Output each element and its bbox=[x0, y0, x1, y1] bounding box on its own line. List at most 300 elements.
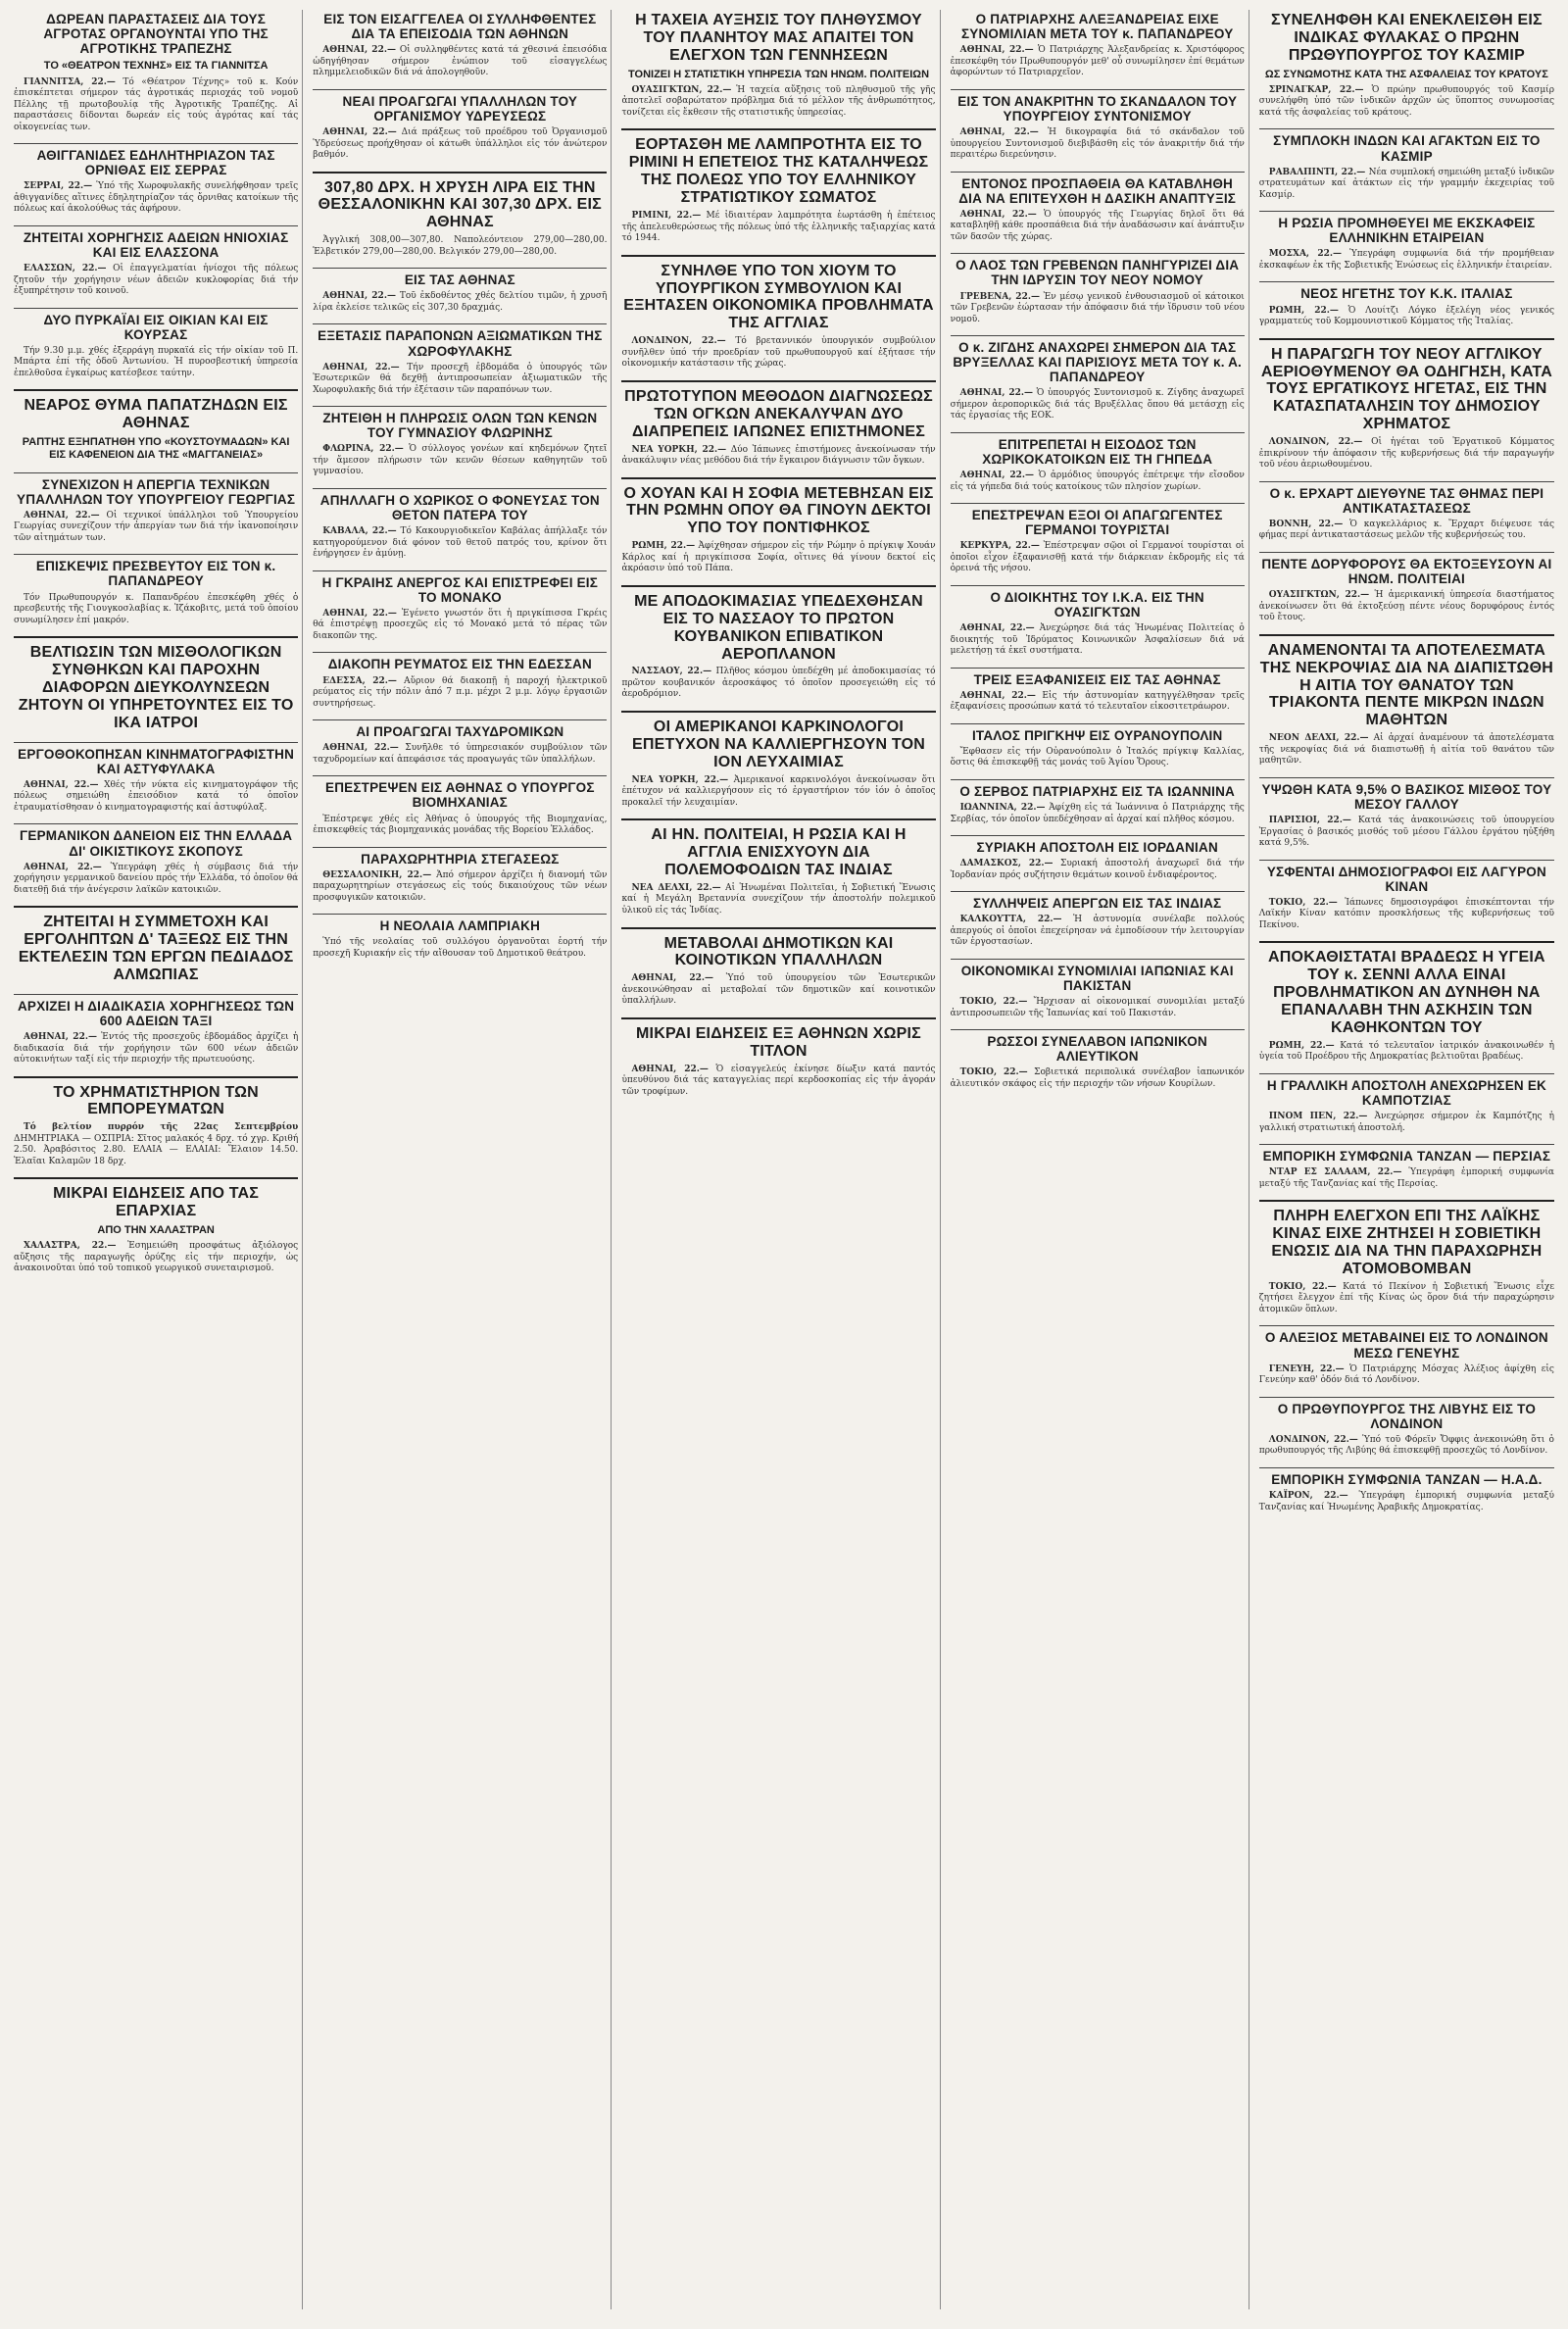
article-body bbox=[1259, 1364, 1554, 1387]
body-text: Συριακή ἀποστολή ἀναχωρεῖ διά τήν Ἰορδανίαν πρός συζήτησιν θεμάτων κοινοῦ ἐνδιαφέροντος. bbox=[950, 859, 1245, 880]
dateline: ΘΕΣΣΑΛΟΝΙΚΗ, 22.— bbox=[322, 869, 432, 880]
article-body bbox=[1259, 1167, 1554, 1190]
article bbox=[951, 12, 1245, 79]
article-body bbox=[1259, 168, 1554, 202]
column-rule bbox=[14, 389, 298, 391]
article-body bbox=[313, 676, 607, 711]
body-text: Αὔριον θά διακοπῇ ἡ παροχή ἠλεκτρικοῦ ρεύματος εἰς τήν πόλιν ἀπό 7 π.μ. μέχρι 2 μ.μ. λόγῳ ἐργασιῶν συντηρήσεως. bbox=[313, 675, 608, 709]
column-3 bbox=[617, 10, 940, 2309]
column-rule bbox=[313, 268, 607, 269]
article-body bbox=[313, 609, 607, 643]
article bbox=[14, 742, 298, 815]
dateline: ΑΘΗΝΑΙ, 22.— bbox=[322, 743, 399, 754]
body-text: Ἐπέστρεψε χθές εἰς Ἀθήνας ὁ ὑπουργός τῆς Βιομηχανίας, ἐπισκεφθείς τάς βιομηχανικάς μονάδας τῆς Βορείου Ἑλλάδος. bbox=[313, 814, 608, 836]
column-rule bbox=[951, 668, 1245, 669]
article-body bbox=[951, 471, 1245, 493]
dateline: ΑΘΗΝΑΙ, 22.— bbox=[959, 45, 1034, 56]
column-rule bbox=[14, 742, 298, 743]
column-rule bbox=[621, 380, 935, 382]
column-rule bbox=[951, 1029, 1245, 1030]
body-text: Ὁ Λουίτζι Λόγκο ἐξελέγη νέος γενικός γραμματεύς τοῦ Κομμουνιστικοῦ Κόμματος τῆς Ἰταλίας. bbox=[1258, 305, 1554, 327]
article bbox=[1259, 1325, 1554, 1386]
headline: Η ΝΕΟΛΑΙΑ ΛΑΜΠΡΙΑΚΗ bbox=[379, 918, 541, 934]
article-body bbox=[621, 973, 935, 1008]
dateline: ΡΩΜΗ, 22.— bbox=[1268, 1040, 1335, 1051]
article-body bbox=[1259, 1282, 1554, 1316]
column-rule bbox=[313, 406, 607, 407]
article-body bbox=[14, 181, 298, 216]
body-text: Αἱ ἀρχαί ἀναμένουν τά ἀποτελέσματα τῆς νεκροψίας διά νά διαπιστωθῇ ἡ αἰτία τοῦ θανάτου τῶν μαθητῶν. bbox=[1258, 733, 1554, 767]
article-body bbox=[951, 541, 1245, 575]
column-rule bbox=[1259, 634, 1554, 636]
article bbox=[621, 711, 935, 809]
headline: 307,80 ΔΡΧ. Η ΧΡΥΣΗ ΛΙΡΑ ΕΙΣ ΤΗΝ ΘΕΣΣΑΛΟΝΙΚΗΝ ΚΑΙ 307,30 ΔΡΧ. ΕΙΣ ΑΘΗΝΑΣ bbox=[318, 178, 602, 231]
headline: ΑΝΑΜΕΝΟΝΤΑΙ ΤΑ ΑΠΟΤΕΛΕΣΜΑΤΑ ΤΗΣ ΝΕΚΡΟΨΙΑΣ ΔΙΑ ΝΑ ΔΙΑΠΙΣΤΩΘΗ Η ΑΙΤΙΑ ΤΟΥ ΘΑΝΑΤΟΥ ΤΩΝ ΤΡΙΑΚΟΝΤΑ ΠΕΝΤΕ ΜΙΚΡΩΝ ΙΝΔΩΝ ΜΑΘΗΤΩΝ bbox=[1259, 641, 1553, 729]
body-text: Ἀγγλική 308,00—307,80. Ναπολεόντειον 279,00—280,00. Ἑλβετικόν 279,00—280,00. Βελγικόν 279,00—280,00. bbox=[313, 235, 608, 257]
dateline: ΡΙΜΙΝΙ, 22.— bbox=[631, 211, 702, 222]
dateline: ΝΑΣΣΑΟΥ, 22.— bbox=[631, 667, 712, 677]
article bbox=[621, 818, 935, 917]
column-rule bbox=[1259, 1467, 1554, 1468]
headline: Ο ΧΟΥΑΝ ΚΑΙ Η ΣΟΦΙΑ ΜΕΤΕΒΗΣΑΝ ΕΙΣ ΤΗΝ ΡΩΜΗΝ ΟΠΟΥ ΘΑ ΓΙΝΟΥΝ ΔΕΚΤΟΙ ΥΠΟ ΤΟΥ ΠΟΝΤΙΦΗΚΟΣ bbox=[623, 484, 934, 537]
dateline: ΑΘΗΝΑΙ, 22.— bbox=[959, 126, 1039, 137]
headline: Η ΠΑΡΑΓΩΓΗ ΤΟΥ ΝΕΟΥ ΑΓΓΛΙΚΟΥ ΑΕΡΙΟΘΥΜΕΝΟΥ ΘΑ ΟΔΗΓΗΣΗ, ΚΑΤΑ ΤΟΥΣ ΕΡΓΑΤΙΚΟΥΣ ΗΓΕΤΑΣ, ΕΙΣ ΤΗΝ ΚΑΤΑΣΠΑΤΑΛΗΣΙΝ ΤΟΥ ΔΗΜΟΣΙΟΥ ΧΡΗΜΑΤΟΣ bbox=[1260, 345, 1552, 433]
body-text: Ἔφθασεν εἰς τήν Οὐρανούπολιν ὁ Ἰταλός πρίγκιψ Καλλίας, ὅστις θά ἐπισκεφθῇ τάς μονάς τοῦ Ἁγίου Ὄρους. bbox=[950, 746, 1245, 768]
headline: ΟΙ ΑΜΕΡΙΚΑΝΟΙ ΚΑΡΚΙΝΟΛΟΓΟΙ ΕΠΕΤΥΧΟΝ ΝΑ ΚΑΛΛΙΕΡΓΗΣΟΥΝ ΤΟΝ ΙΟΝ ΛΕΥΧΑΙΜΙΑΣ bbox=[632, 718, 926, 770]
article bbox=[621, 1017, 935, 1098]
headline: ΕΟΡΤΑΣΘΗ ΜΕ ΛΑΜΠΡΟΤΗΤΑ ΕΙΣ ΤΟ ΡΙΜΙΝΙ Η ΕΠΕΤΕΙΟΣ ΤΗΣ ΚΑΤΑΛΗΨΕΩΣ ΤΗΣ ΠΟΛΕΩΣ ΥΠΟ ΤΟΥ ΕΛΛΗΝΙΚΟΥ ΣΤΡΑΤΙΩΤΙΚΟΥ ΣΩΜΑΤΟΣ bbox=[628, 136, 929, 207]
headline: Η ΓΡΑΛΛΙΚΗ ΑΠΟΣΤΟΛΗ ΑΝΕΧΩΡΗΣΕΝ ΕΚ ΚΑΜΠΟΤΖΙΑΣ bbox=[1266, 1077, 1546, 1108]
dateline: ΑΘΗΝΑΙ, 22.— bbox=[959, 623, 1035, 634]
dateline: ΑΘΗΝΑΙ, 22.— bbox=[959, 209, 1037, 220]
article bbox=[313, 719, 607, 766]
article bbox=[951, 503, 1245, 575]
body-text: Ὁ καγκελλάριος κ. Ἔρχαρτ διέψευσε τάς φήμας περί ἀντικαταστάσεως μελῶν τῆς κυβερνήσεώς του. bbox=[1258, 519, 1555, 541]
article-body bbox=[313, 291, 607, 314]
column-rule bbox=[951, 432, 1245, 433]
article bbox=[14, 1177, 298, 1275]
column-rule bbox=[313, 652, 607, 653]
column-rule bbox=[951, 253, 1245, 254]
column-rule bbox=[313, 775, 607, 776]
body-text: Ἀνεχώρησε σήμερον ἐκ Καμπότζης ἡ γαλλική στρατιωτική ἀποστολή. bbox=[1258, 1112, 1554, 1133]
column-rule bbox=[951, 503, 1245, 504]
article bbox=[14, 389, 298, 462]
column-rule bbox=[621, 585, 935, 587]
subheadline: ΑΠΟ ΤΗΝ ΧΑΛΑΣΤΡΑΝ bbox=[97, 1224, 215, 1237]
subheadline: ΩΣ ΣΥΝΩΜΟΤΗΣ ΚΑΤΑ ΤΗΣ ΑΣΦΑΛΕΙΑΣ ΤΟΥ ΚΡΑΤΟΥΣ bbox=[1264, 68, 1548, 80]
column-rule bbox=[14, 1076, 298, 1078]
subheadline: ΤΟΝΙΖΕΙ Η ΣΤΑΤΙΣΤΙΚΗ ΥΠΗΡΕΣΙΑ ΤΩΝ ΗΝΩΜ. ΠΟΛΙΤΕΙΩΝ bbox=[628, 68, 930, 80]
article bbox=[14, 225, 298, 298]
body-text: Κατά τό τελευταῖον ἰατρικόν ἀνακοινωθέν ἡ ὑγεία τοῦ Προέδρου τῆς Δημοκρατίας βελτιοῦται βραδέως. bbox=[1258, 1040, 1554, 1063]
dateline: ΕΔΕΣΣΑ, 22.— bbox=[322, 675, 397, 686]
dateline: ΕΛΑΣΣΩΝ, 22.— bbox=[24, 264, 107, 274]
article bbox=[951, 723, 1245, 769]
headline: ΟΙΚΟΝΟΜΙΚΑΙ ΣΥΝΟΜΙΛΙΑΙ ΙΑΠΩΝΙΑΣ ΚΑΙ ΠΑΚΙΣΤΑΝ bbox=[960, 963, 1234, 994]
column-rule bbox=[313, 323, 607, 324]
column-2 bbox=[309, 10, 612, 2309]
article-body bbox=[951, 210, 1245, 244]
column-rule bbox=[14, 994, 298, 995]
body-text: Τό βρεταννικόν ὑπουργικόν συμβούλιον συνῆλθεν ὑπό τήν προεδρίαν τοῦ πρωθυπουργοῦ καί ἐξήτασε τήν οἰκονομικήν κατάστασιν τῆς χώρας. bbox=[621, 336, 936, 370]
dateline: ΧΑΛΑΣΤΡΑ, 22.— bbox=[24, 1241, 117, 1252]
headline: Η ΤΑΧΕΙΑ ΑΥΞΗΣΙΣ ΤΟΥ ΠΛΗΘΥΣΜΟΥ ΤΟΥ ΠΛΑΝΗΤΟΥ ΜΑΣ ΑΠΑΙΤΕΙ ΤΟΝ ΕΛΕΓΧΟΝ ΤΩΝ ΓΕΝΝΗΣΕΩΝ bbox=[635, 12, 922, 64]
article bbox=[313, 89, 607, 162]
headline: ΖΗΤΕΙΘΗ Η ΠΛΗΡΩΣΙΣ ΟΛΩΝ ΤΩΝ ΚΕΝΩΝ ΤΟΥ ΓΥΜΝΑΣΙΟΥ ΦΛΩΡΙΝΗΣ bbox=[322, 411, 598, 441]
body-text: Ἐσημειώθη προσφάτως ἀξιόλογος αὔξησις τῆς παραγωγῆς ὀρύζης εἰς τήν περιοχήν, ὡς ἀνακοινοῦται ὑπό τοῦ τοπικοῦ γεωργικοῦ συνεταιρισμοῦ. bbox=[14, 1241, 299, 1274]
article-body bbox=[1259, 1435, 1554, 1458]
article bbox=[14, 143, 298, 216]
dateline: ΚΑΒΑΛΑ, 22.— bbox=[322, 526, 397, 537]
body-text: Ἰάπωνες δημοσιογράφοι ἐπισκέπτονται τήν Λαϊκήν Κίναν κατόπιν προσκλήσεως τῆς κυβερνήσεως τοῦ Πεκίνου. bbox=[1258, 897, 1554, 930]
column-rule bbox=[1259, 777, 1554, 778]
article bbox=[1259, 128, 1554, 201]
headline: ΖΗΤΕΙΤΑΙ Η ΣΥΜΜΕΤΟΧΗ ΚΑΙ ΕΡΓΟΛΗΠΤΩΝ Δ' ΤΑΞΕΩΣ ΕΙΣ ΤΗΝ ΕΚΤΕΛΕΣΙΝ ΤΩΝ ΕΡΓΩΝ ΠΕΔΙΑΔΟΣ ΑΛΜΩΠΙΑΣ bbox=[18, 914, 294, 983]
article-body bbox=[951, 997, 1245, 1019]
body-text: Μέ ἰδιαιτέραν λαμπρότητα ἑωρτάσθη ἡ ἐπέτειος τῆς ἀπελευθερώσεως τῆς πόλεως ὑπό τῆς ἑλληνικῆς ταξιαρχίας κατά τό 1944. bbox=[621, 211, 936, 244]
column-rule bbox=[313, 719, 607, 720]
body-text: Εἰς τήν ἀστυνομίαν κατηγγέλθησαν τρεῖς ἐξαφανίσεις προσώπων κατά τό τελευταῖον εἰκοσιτετράωρον. bbox=[950, 690, 1245, 713]
article-body bbox=[951, 292, 1245, 326]
body-text: Χθές τήν νύκτα εἰς κινηματογράφον τῆς πόλεως σημειώθη ἐπεισόδιον κατά τό ὁποῖον ἐτραυματίσθησαν ὁ κινηματογραφιστής καί ἀστυφύλαξ. bbox=[14, 779, 299, 813]
headline: ΓΕΡΜΑΝΙΚΟΝ ΔΑΝΕΙΟΝ ΕΙΣ ΤΗΝ ΕΛΛΑΔΑ ΔΙ' ΟΙΚΙΣΤΙΚΟΥΣ ΣΚΟΠΟΥΣ bbox=[20, 828, 293, 859]
headline: ΝΕΑΡΟΣ ΘΥΜΑ ΠΑΠΑΤΖΗΔΩΝ ΕΙΣ ΑΘΗΝΑΣ bbox=[24, 397, 288, 432]
column-rule bbox=[14, 636, 298, 638]
body-text: Διά πράξεως τοῦ προέδρου τοῦ Ὀργανισμοῦ Ὑδρεύσεως προήχθησαν οἱ κάτωθι ὑπάλληλοι εἰς τόν ἀνώτερον βαθμόν. bbox=[313, 126, 608, 161]
body-text: Ὑπό τοῦ ὑπουργείου τῶν Ἐσωτερικῶν ἀνεκοινώθησαν αἱ μεταβολαί τῶν δημοτικῶν καί κοινοτικῶν ὑπαλλήλων. bbox=[621, 973, 936, 1007]
headline: ΕΜΠΟΡΙΚΗ ΣΥΜΦΩΝΙΑ ΤΑΝΖΑΝ — Η.Α.Δ. bbox=[1271, 1471, 1543, 1487]
article bbox=[14, 554, 298, 626]
column-rule bbox=[951, 779, 1245, 780]
headline: Η ΓΚΡΑΙΗΣ ΑΝΕΡΓΟΣ ΚΑΙ ΕΠΙΣΤΡΕΦΕΙ ΕΙΣ ΤΟ ΜΟΝΑΚΟ bbox=[321, 574, 599, 605]
body-text: Ἡ ταχεία αὔξησις τοῦ πληθυσμοῦ τῆς γῆς ἀποτελεῖ σοβαρώτατον πρόβλημα διά τό μέλλον τῆς ἀνθρωπότητος, τονίζεται εἰς ἔκθεσιν τῆς στατιστικῆς ὑπηρεσίας. bbox=[621, 84, 936, 118]
article bbox=[1259, 941, 1554, 1064]
column-rule bbox=[951, 335, 1245, 336]
article-body bbox=[1259, 1112, 1554, 1134]
column-5 bbox=[1255, 10, 1558, 2309]
headline: ΑΡΧΙΖΕΙ Η ΔΙΑΔΙΚΑΣΙΑ ΧΟΡΗΓΗΣΕΩΣ ΤΩΝ 600 ΑΔΕΙΩΝ ΤΑΞΙ bbox=[17, 998, 295, 1028]
article bbox=[621, 255, 935, 371]
headline: Ο ΛΑΟΣ ΤΩΝ ΓΡΕΒΕΝΩΝ ΠΑΝΗΓΥΡΙΖΕΙ ΔΙΑ ΤΗΝ ΙΔΡΥΣΙΝ ΤΟΥ ΝΕΟΥ ΝΟΜΟΥ bbox=[956, 258, 1240, 288]
article bbox=[14, 994, 298, 1066]
dateline: ΠΑΡΙΣΙΟΙ, 22.— bbox=[1268, 816, 1351, 825]
article bbox=[1259, 12, 1554, 119]
body-text: Ὑπεγράφη ἐμπορική συμφωνία μεταξύ τῆς Τανζανίας καί τῆς Περσίας. bbox=[1258, 1167, 1554, 1189]
column-rule bbox=[621, 1017, 935, 1019]
headline: Ο ΔΙΟΙΚΗΤΗΣ ΤΟΥ Ι.Κ.Α. ΕΙΣ ΤΗΝ ΟΥΑΣΙΓΚΤΩΝ bbox=[990, 589, 1204, 620]
column-rule bbox=[951, 891, 1245, 892]
dateline: ΚΑΛΚΟΥΤΤΑ, 22.— bbox=[959, 915, 1062, 925]
article bbox=[621, 12, 935, 119]
dateline: ΝΕΑ ΥΟΡΚΗ, 22.— bbox=[631, 774, 729, 785]
column-rule bbox=[14, 308, 298, 309]
dateline: ΑΘΗΝΑΙ, 22.— bbox=[24, 862, 102, 872]
headline: ΕΝΤΟΝΟΣ ΠΡΟΣΠΑΘΕΙΑ ΘΑ ΚΑΤΑΒΛΗΘΗ ΔΙΑ ΝΑ ΕΠΙΤΕΥΧΘΗ Η ΔΑΣΙΚΗ ΑΝΑΠΤΥΞΙΣ bbox=[958, 175, 1237, 206]
headline: ΙΤΑΛΟΣ ΠΡΙΓΚΗΨ ΕΙΣ ΟΥΡΑΝΟΥΠΟΛΙΝ bbox=[971, 727, 1223, 743]
article bbox=[1259, 1073, 1554, 1134]
column-rule bbox=[14, 472, 298, 473]
article bbox=[951, 253, 1245, 325]
body-text: Σοβιετικά περιπολικά συνέλαβον ἰαπωνικόν ἁλιευτικόν σκάφος εἰς τήν περιοχήν τῶν νήσων Κουρίλων. bbox=[950, 1067, 1245, 1089]
headline: ΠΡΩΤΟΤΥΠΟΝ ΜΕΘΟΔΟΝ ΔΙΑΓΝΩΣΕΩΣ ΤΩΝ ΟΓΚΩΝ ΑΝΕΚΑΛΥΨΑΝ ΔΥΟ ΔΙΑΠΡΕΠΕΙΣ ΙΑΠΩΝΕΣ ΕΠΙΣΤΗΜΟΝΕΣ bbox=[624, 387, 933, 440]
dateline: ΓΕΝΕΥΗ, 22.— bbox=[1268, 1363, 1345, 1374]
headline: ΥΨΩΘΗ ΚΑΤΑ 9,5% Ο ΒΑΣΙΚΟΣ ΜΙΣΘΟΣ ΤΟΥ ΜΕΣΟΥ ΓΑΛΛΟΥ bbox=[1261, 781, 1552, 812]
body-text: Ἡ δικογραφία διά τό σκάνδαλον τοῦ ὑπουργείου Συντονισμοῦ διεβιβάσθη εἰς τόν ἀνακριτήν διά τήν περαιτέρω διερεύνησιν. bbox=[950, 126, 1245, 161]
article bbox=[621, 585, 935, 701]
dateline: ΝΤΑΡ ΕΣ ΣΑΛΑΑΜ, 22.— bbox=[1268, 1167, 1402, 1178]
headline: ΕΙΣ ΤΑΣ ΑΘΗΝΑΣ bbox=[404, 273, 515, 288]
article bbox=[313, 268, 607, 314]
article-body bbox=[621, 667, 935, 701]
column-rule bbox=[14, 906, 298, 908]
headline: ΜΙΚΡΑΙ ΕΙΔΗΣΕΙΣ ΕΞ ΑΘΗΝΩΝ ΧΩΡΙΣ ΤΙΤΛΟΝ bbox=[636, 1024, 921, 1060]
column-rule bbox=[951, 172, 1245, 173]
column-rule bbox=[1259, 128, 1554, 129]
headline: ΕΠΙΣΚΕΨΙΣ ΠΡΕΣΒΕΥΤΟΥ ΕΙΣ ΤΟΝ κ. ΠΑΠΑΝΔΡΕΟΥ bbox=[35, 559, 276, 589]
article-body bbox=[313, 363, 607, 397]
dateline: ΤΟΚΙΟ, 22.— bbox=[959, 1067, 1028, 1078]
article-body bbox=[951, 691, 1245, 714]
dateline: ΟΥΑΣΙΓΚΤΩΝ, 22.— bbox=[1268, 590, 1370, 601]
body-text: Ἐγένετο γνωστόν ὅτι ἡ πριγκίπισσα Γκρέις θά ἐπιστρέψῃ προσεχῶς εἰς τό Μονακό μετά τό πέρας τῶν διακοπῶν της. bbox=[313, 608, 608, 641]
headline: Ο κ. ΕΡΧΑΡΤ ΔΙΕΥΘΥΝΕ ΤΑΣ ΘΗΜΑΣ ΠΕΡΙ ΑΝΤΙΚΑΤΑΣΤΑΣΕΩΣ bbox=[1269, 485, 1544, 516]
column-rule bbox=[1259, 211, 1554, 212]
column-rule bbox=[621, 818, 935, 820]
article-body bbox=[14, 1032, 298, 1066]
subheadline: ΤΟ «ΘΕΑΤΡΟΝ ΤΕΧΝΗΣ» ΕΙΣ ΤΑ ΓΙΑΝΝΙΤΣΑ bbox=[43, 60, 269, 73]
body-text: Ὑπό τοῦ Φόρεϊν Ὄφφις ἀνεκοινώθη ὅτι ὁ πρωθυπουργός τῆς Λιβύης θά ἐπισκεφθῇ προσεχῶς τό Λονδίνον. bbox=[1258, 1434, 1554, 1457]
newspaper-page bbox=[10, 10, 1558, 2309]
column-rule bbox=[1259, 281, 1554, 282]
article-body bbox=[951, 1067, 1245, 1090]
body-text: Ὑπεγράφη χθές ἡ σύμβασις διά τήν χορήγησιν γερμανικοῦ δανείου πρός τήν Ἑλλάδα, τό ὁποῖον θά διατεθῇ διά τήν ἀνέγερσιν λαϊκῶν κατοικιῶν. bbox=[14, 862, 299, 895]
headline: ΕΙΣ ΤΟΝ ΑΝΑΚΡΙΤΗΝ ΤΟ ΣΚΑΝΔΑΛΟΝ ΤΟΥ ΥΠΟΥΡΓΕΙΟΥ ΣΥΝΤΟΝΙΣΜΟΥ bbox=[957, 93, 1238, 124]
headline: ΕΜΠΟΡΙΚΗ ΣΥΜΦΩΝΙΑ ΤΑΝΖΑΝ — ΠΕΡΣΙΑΣ bbox=[1262, 1149, 1551, 1164]
headline: ΔΙΑΚΟΠΗ ΡΕΥΜΑΤΟΣ ΕΙΣ ΤΗΝ ΕΔΕΣΣΑΝ bbox=[327, 657, 592, 672]
article-body bbox=[951, 127, 1245, 162]
dateline: ΑΘΗΝΑΙ, 22.— bbox=[322, 126, 397, 137]
article-body bbox=[14, 863, 298, 897]
article-body bbox=[313, 127, 607, 162]
column-rule bbox=[1259, 552, 1554, 553]
dateline: ΡΩΜΗ, 22.— bbox=[1268, 305, 1339, 316]
article bbox=[1259, 1397, 1554, 1458]
headline: ΕΡΓΟΘΟΚΟΠΗΣΑΝ ΚΙΝΗΜΑΤΟΓΡΑΦΙΣΤΗΝ ΚΑΙ ΑΣΤΥΦΥΛΑΚΑ bbox=[18, 746, 295, 776]
body-text: Ὁ ὑπουργός τῆς Γεωργίας δηλοῖ ὅτι θά καταβληθῇ κάθε προσπάθεια διά τήν ἀναδάσωσιν καί ἀνάπτυξιν τῶν δασῶν τῆς χώρας. bbox=[950, 209, 1245, 242]
article bbox=[313, 323, 607, 396]
dateline: ΣΕΡΡΑΙ, 22.— bbox=[24, 181, 93, 192]
body-text: Αἱ Ἡνωμέναι Πολιτεῖαι, ἡ Σοβιετική Ἕνωσις καί ἡ Μεγάλη Βρεταννία συνεχίζουν τήν ἀποστολήν πολεμικοῦ ὑλικοῦ εἰς τάς Ἰνδίας. bbox=[621, 882, 936, 916]
dateline: ΚΕΡΚΥΡΑ, 22.— bbox=[959, 541, 1040, 552]
headline: Ο κ. ΖΙΓΔΗΣ ΑΝΑΧΩΡΕΙ ΣΗΜΕΡΟΝ ΔΙΑ ΤΑΣ ΒΡΥΞΕΛΛΑΣ ΚΑΙ ΠΑΡΙΣΙΟΥΣ ΜΕΤΑ ΤΟΥ κ. Α. ΠΑΠΑΝΔΡΕΟΥ bbox=[953, 340, 1243, 385]
article bbox=[621, 927, 935, 1008]
headline: ΕΞΕΤΑΣΙΣ ΠΑΡΑΠΟΝΩΝ ΑΞΙΩΜΑΤΙΚΩΝ ΤΗΣ ΧΩΡΟΦΥΛΑΚΗΣ bbox=[318, 328, 603, 359]
article-body bbox=[1259, 733, 1554, 768]
body-text: Ὁ σύλλογος γονέων καί κηδεμόνων ζητεῖ τήν ἄμεσον πλήρωσιν τῶν κενῶν θέσεων καθηγητῶν τοῦ γυμνασίου. bbox=[313, 444, 608, 477]
article bbox=[951, 335, 1245, 422]
article-body bbox=[1259, 520, 1554, 542]
headline: ΝΕΟΣ ΗΓΕΤΗΣ ΤΟΥ Κ.Κ. ΙΤΑΛΙΑΣ bbox=[1300, 286, 1513, 302]
article-body bbox=[1259, 437, 1554, 471]
headline: ΑΠΟΚΑΘΙΣΤΑΤΑΙ ΒΡΑΔΕΩΣ Η ΥΓΕΙΑ ΤΟΥ κ. ΣΕΝΝΙ ΑΛΛΑ ΕΙΝΑΙ ΠΡΟΒΛΗΜΑΤΙΚΟΝ ΑΝ ΔΥΝΗΘΗ ΝΑ ΕΠΑΝΑΛΑΒΗ ΤΗΝ ΑΣΚΗΣΙΝ ΤΩΝ ΚΑΘΗΚΟΝΤΩΝ ΤΟΥ bbox=[1268, 949, 1545, 1036]
body-text: Τό «Θέατρον Τέχνης» τοῦ κ. Κούν ἐπισκέπτεται σήμερον τάς ἀγροτικάς περιοχάς τοῦ νομοῦ Πέλλης τῇ πρωτοβουλίᾳ τῆς Ἀγροτικῆς Τραπέζης. Αἱ παραστάσεις δίδονται δωρεάν εἰς τούς ἀγρότας καί τάς οἰκογενείας των. bbox=[14, 76, 299, 132]
headline: ΖΗΤΕΙΤΑΙ ΧΟΡΗΓΗΣΙΣ ΑΔΕΙΩΝ ΗΝΙΟΧΙΑΣ ΚΑΙ ΕΙΣ ΕΛΑΣΣΟΝΑ bbox=[23, 229, 289, 260]
dateline: ΔΑΜΑΣΚΟΣ, 22.— bbox=[959, 859, 1054, 869]
article bbox=[951, 172, 1245, 244]
article-body bbox=[1259, 1491, 1554, 1513]
article bbox=[951, 585, 1245, 658]
headline: ΑΙ ΗΝ. ΠΟΛΙΤΕΙΑΙ, Η ΡΩΣΙΑ ΚΑΙ Η ΑΓΓΛΙΑ ΕΝΙΣΧΥΟΥΝ ΔΙΑ ΠΟΛΕΜΟΦΟΔΙΩΝ ΤΑΣ ΙΝΔΙΑΣ bbox=[651, 826, 906, 879]
dateline: ΑΘΗΝΑΙ, 22.— bbox=[631, 1064, 709, 1074]
dateline: ΜΟΣΧΑ, 22.— bbox=[1268, 249, 1343, 260]
article bbox=[313, 775, 607, 836]
article-body bbox=[951, 915, 1245, 949]
dateline: ΓΡΕΒΕΝΑ, 22.— bbox=[959, 291, 1040, 302]
column-rule bbox=[1259, 1144, 1554, 1145]
body-text: Ἡ ἀμερικανική ὑπηρεσία διαστήματος ἀνεκοίνωσεν ὅτι θά ἐκτοξεύσῃ πέντε νέους δορυφόρους ἐντός τοῦ ἔτους. bbox=[1258, 590, 1554, 623]
body-text: Συνῆλθε τό ὑπηρεσιακόν συμβούλιον τῶν ταχυδρομείων καί ἀπεφάσισε τάς προαγωγάς τῶν ὑπαλλήλων. bbox=[313, 743, 608, 765]
article-body bbox=[1259, 898, 1554, 932]
article bbox=[14, 636, 298, 732]
article-body bbox=[313, 870, 607, 905]
article bbox=[951, 891, 1245, 949]
body-text: Ἀπό σήμερον ἀρχίζει ἡ διανομή τῶν παραχωρητηρίων στεγάσεως εἰς τούς δικαιούχους τῶν νέων προσφυγικῶν κατοικιῶν. bbox=[313, 869, 608, 903]
article bbox=[951, 1029, 1245, 1090]
article-body bbox=[14, 77, 298, 134]
headline: ΠΛΗΡΗ ΕΛΕΓΧΟΝ ΕΠΙ ΤΗΣ ΛΑΪΚΗΣ ΚΙΝΑΣ ΕΙΧΕ ΖΗΤΗΣΕΙ Η ΣΟΒΙΕΤΙΚΗ ΕΝΩΣΙΣ ΔΙΑ ΝΑ ΤΗΝ ΠΑΡΑΧΩΡΗΣΗ ΑΤΟΜΟΒΟΜΒΑΝ bbox=[1271, 1208, 1543, 1277]
dateline: ΑΘΗΝΑΙ, 22.— bbox=[631, 973, 714, 984]
article-body bbox=[951, 388, 1245, 422]
body-text: Ἀνεχώρησε διά τάς Ἡνωμένας Πολιτείας ὁ διοικητής τοῦ Ἱδρύματος Κοινωνικῶν Ἀσφαλίσεων διά νά μελετήσῃ τά ἐκεῖ συστήματα. bbox=[950, 623, 1245, 657]
body-text: ΔΗΜΗΤΡΙΑΚΑ — ΟΣΠΡΙΑ: Σῖτος μαλακός 4 δρχ. τό χγρ. Κριθή 2.50. Ἀραβόσιτος 2.80. ΕΛΑΙΑ — ΕΛΑΙΑΙ: Ἔλαιον 14.50. Ἐλαῖαι Καλαμῶν 18 δρχ. bbox=[14, 1133, 299, 1166]
article bbox=[951, 835, 1245, 881]
article bbox=[313, 488, 607, 561]
body-text: Ἀφίχθησαν σήμερον εἰς τήν Ρώμην ὁ πρίγκιψ Χουάν Κάρλος καί ἡ πριγκίπισσα Σοφία, οἵτινες θά γίνουν δεκτοί εἰς ἀκρόασιν ὑπό τοῦ Πάπα. bbox=[621, 541, 936, 574]
dateline: ΤΟΚΙΟ, 22.— bbox=[959, 997, 1028, 1008]
column-rule bbox=[313, 89, 607, 90]
dateline: ΣΡΙΝΑΓΚΑΡ, 22.— bbox=[1268, 84, 1364, 95]
headline: ΜΕ ΑΠΟΔΟΚΙΜΑΣΙΑΣ ΥΠΕΔΕΧΘΗΣΑΝ ΕΙΣ ΤΟ ΝΑΣΣΑΟΥ ΤΟ ΠΡΩΤΟΝ ΚΟΥΒΑΝΙΚΟΝ ΕΠΙΒΑΤΙΚΟΝ ΑΕΡΟΠΛΑΝΟΝ bbox=[634, 592, 923, 663]
article-body bbox=[1259, 85, 1554, 120]
body-text: Ὁ εἰσαγγελεύς ἐκίνησε δίωξιν κατά παντός ὑπευθύνου διά τάς καταγγελίας περί κερδοσκοπίας εἰς τήν ἀγοράν τῶν τροφίμων. bbox=[621, 1064, 936, 1097]
body-text: Ὑπεγράφη συμφωνία διά τήν προμήθειαν ἐκσκαφέων ἐκ τῆς Σοβιετικῆς Ἑνώσεως εἰς ἑλληνικήν ἐταιρείαν. bbox=[1258, 249, 1554, 271]
column-rule bbox=[14, 823, 298, 824]
dateline: ΑΘΗΝΑΙ, 22.— bbox=[322, 608, 397, 619]
body-text: Οἱ τεχνικοί ὑπάλληλοι τοῦ Ὑπουργείου Γεωργίας συνεχίζουν τήν ἀπεργίαν των διά τήν ἱκανοποίησιν τῶν αἰτημάτων των. bbox=[14, 510, 299, 543]
headline: ΥΣΦΕΝΤΑΙ ΔΗΜΟΣΙΟΓΡΑΦΟΙ ΕΙΣ ΛΑΓΥΡΟΝ ΚΙΝΑΝ bbox=[1266, 864, 1546, 894]
body-text: Τόν Πρωθυπουργόν κ. Παπανδρέου ἐπεσκέφθη χθές ὁ πρεσβευτής τῆς Γιουγκοσλαβίας κ. Ἰζάκοβιτς, μετά τοῦ ὁποίου συνωμίλησεν ἐπί μακρόν. bbox=[14, 592, 299, 625]
article bbox=[1259, 860, 1554, 932]
article bbox=[1259, 634, 1554, 768]
article-body bbox=[1259, 590, 1554, 624]
column-rule bbox=[14, 143, 298, 144]
article-body bbox=[313, 815, 607, 837]
headline: ΑΙ ΠΡΟΑΓΩΓΑΙ ΤΑΧΥΔΡΟΜΙΚΩΝ bbox=[356, 724, 564, 740]
headline: ΝΕΑΙ ΠΡΟΑΓΩΓΑΙ ΥΠΑΛΛΗΛΩΝ ΤΟΥ ΟΡΓΑΝΙΣΜΟΥ ΥΔΡΕΥΣΕΩΣ bbox=[342, 93, 578, 124]
body-text: Ἐντός τῆς προσεχοῦς ἑβδομάδος ἀρχίζει ἡ διαδικασία διά τήν χορήγησιν τῶν 600 νέων ἀδειῶν αὐτοκινήτων ταξί εἰς τήν περιοχήν τῆς πρωτευούσης. bbox=[14, 1032, 299, 1065]
headline: ΠΕΝΤΕ ΔΟΡΥΦΟΡΟΥΣ ΘΑ ΕΚΤΟΞΕΥΣΟΥΝ ΑΙ ΗΝΩΜ. ΠΟΛΙΤΕΙΑΙ bbox=[1261, 556, 1552, 587]
article-body bbox=[14, 264, 298, 298]
column-rule bbox=[1259, 481, 1554, 482]
headline: ΜΙΚΡΑΙ ΕΙΔΗΣΕΙΣ ΑΠΟ ΤΑΣ ΕΠΑΡΧΙΑΣ bbox=[53, 1185, 260, 1220]
headline: ΣΥΝΕΛΗΦΘΗ ΚΑΙ ΕΝΕΚΛΕΙΣΘΗ ΕΙΣ ΙΝΔΙΚΑΣ ΦΥΛΑΚΑΣ Ο ΠΡΩΗΝ ΠΡΩΘΥΠΟΥΡΓΟΣ ΤΟΥ ΚΑΣΜΙΡ bbox=[1270, 12, 1543, 64]
headline: ΤΟ ΧΡΗΜΑΤΙΣΤΗΡΙΟΝ ΤΩΝ ΕΜΠΟΡΕΥΜΑΤΩΝ bbox=[53, 1083, 259, 1118]
body-text: Ἐπέστρεψαν σῷοι οἱ Γερμανοί τουρίσται οἱ ὁποῖοι εἶχον ἐξαφανισθῇ κατά τήν διάρκειαν ἐκδρομῆς εἰς τά ὀρεινά τῆς νήσου. bbox=[950, 541, 1245, 574]
body-text: Τήν προσεχῆ ἑβδομάδα ὁ ὑπουργός τῶν Ἐσωτερικῶν θά δεχθῇ ἀντιπροσωπείαν ἀξιωματικῶν τῆς Χωροφυλακῆς διά τήν ἐξέτασιν τῶν παραπόνων των. bbox=[313, 362, 608, 395]
headline: ΣΥΝΗΛΘΕ ΥΠΟ ΤΟΝ ΧΙΟΥΜ ΤΟ ΥΠΟΥΡΓΙΚΟΝ ΣΥΜΒΟΥΛΙΟΝ ΚΑΙ ΕΞΗΤΑΣΕΝ ΟΙΚΟΝΟΜΙΚΑ ΠΡΟΒΛΗΜΑΤΑ ΤΗΣ ΑΓΓΛΙΑΣ bbox=[623, 262, 934, 332]
dateline: ΤΟΚΙΟ, 22.— bbox=[1268, 1281, 1337, 1292]
article bbox=[621, 380, 935, 468]
article-body bbox=[1259, 249, 1554, 272]
article-body bbox=[621, 541, 935, 575]
headline: ΑΘΙΓΓΑΝΙΔΕΣ ΕΔΗΛΗΤΗΡΙΑΖΟΝ ΤΑΣ ΟΡΝΙΘΑΣ ΕΙΣ ΣΕΡΡΑΣ bbox=[36, 148, 275, 178]
article-body bbox=[621, 85, 935, 120]
dateline: ΟΥΑΣΙΓΚΤΩΝ, 22.— bbox=[631, 84, 732, 95]
headline: ΑΠΗΛΛΑΓΗ Ο ΧΩΡΙΚΟΣ Ο ΦΟΝΕΥΣΑΣ ΤΟΝ ΘΕΤΟΝ ΠΑΤΕΡΑ ΤΟΥ bbox=[319, 492, 600, 523]
column-rule bbox=[1259, 1397, 1554, 1398]
subheadline: ΡΑΠΤΗΣ ΕΞΗΠΑΤΗΘΗ ΥΠΟ «ΚΟΥΣΤΟΥΜΑΔΩΝ» ΚΑΙ ΕΙΣ ΚΑΦΕΝΕΙΟΝ ΔΙΑ ΤΗΣ «ΜΑΓΓΑΝΕΙΑΣ» bbox=[22, 436, 290, 462]
body-text: Ὑπό τῆς νεολαίας τοῦ συλλόγου ὀργανοῦται ἑορτή τήν προσεχῆ Κυριακήν εἰς τήν αἴθουσαν τοῦ Δημοτικοῦ θεάτρου. bbox=[313, 937, 608, 959]
article-body bbox=[951, 623, 1245, 658]
article bbox=[313, 847, 607, 905]
article bbox=[14, 308, 298, 380]
headline: ΣΥΡΙΑΚΗ ΑΠΟΣΤΟΛΗ ΕΙΣ ΙΟΡΔΑΝΙΑΝ bbox=[976, 840, 1218, 856]
dateline: ΛΟΝΔΙΝΟΝ, 22.— bbox=[1268, 437, 1363, 448]
column-rule bbox=[313, 914, 607, 915]
column-rule bbox=[14, 1177, 298, 1179]
article-body bbox=[621, 336, 935, 371]
headline: Η ΡΩΣΙΑ ΠΡΟΜΗΘΕΥΕΙ ΜΕ ΕΚΣΚΑΦΕΙΣ ΕΛΛΗΝΙΚΗΝ ΕΤΑΙΡΕΙΑΝ bbox=[1278, 216, 1536, 246]
article bbox=[313, 406, 607, 478]
body-text: Ἡ ἀστυνομία συνέλαβε πολλούς ἀπεργούς οἱ ὁποῖοι ἐπεχείρησαν νά ἐμποδίσουν τήν λειτουργίαν τῶν ἐργοστασίων. bbox=[950, 915, 1245, 948]
body-text: Ὁ πρώην πρωθυπουργός τοῦ Κασμίρ συνελήφθη ὑπό τῶν ἰνδικῶν ἀρχῶν ὡς ὕποπτος συνωμοσίας κατά τῆς ἀσφαλείας τοῦ κράτους. bbox=[1258, 84, 1554, 118]
article bbox=[951, 668, 1245, 714]
body-text: Οἱ ἡγέται τοῦ Ἐργατικοῦ Κόμματος ἐπικρίνουν τήν ἀπόφασιν τῆς κυβερνήσεως διά τήν παραγωγήν τοῦ νέου ἀεριωθουμένου. bbox=[1258, 437, 1554, 471]
article-body bbox=[621, 883, 935, 917]
article bbox=[951, 779, 1245, 825]
article-body bbox=[313, 526, 607, 561]
column-rule bbox=[621, 128, 935, 130]
article-body bbox=[1259, 306, 1554, 328]
body-text: Οἱ συλληφθέντες κατά τά χθεσινά ἐπεισόδια ὡδηγήθησαν σήμερον ἐνώπιον τοῦ εἰσαγγελέως πλημμελειοδικῶν διά νά ἀπολογηθοῦν. bbox=[313, 45, 608, 78]
article-body bbox=[621, 775, 935, 810]
body-text: Ὁ ἀρμόδιος ὑπουργός ἐπέτρεψε τήν εἴσοδον εἰς τά γήπεδα διά τούς κατοίκους τῶν πλησίον χωρίων. bbox=[950, 471, 1245, 492]
column-4 bbox=[947, 10, 1250, 2309]
article-body bbox=[14, 1122, 298, 1167]
article bbox=[1259, 211, 1554, 272]
headline: ΣΥΝΕΧΙΖΟΝ Η ΑΠΕΡΓΙΑ ΤΕΧΝΙΚΩΝ ΥΠΑΛΛΗΛΩΝ ΤΟΥ ΥΠΟΥΡΓΕΙΟΥ ΓΕΩΡΓΙΑΣ bbox=[17, 476, 296, 507]
dateline: ΒΟΝΝΗ, 22.— bbox=[1268, 519, 1344, 529]
body-text: Τό Κακουργιοδικεῖον Καβάλας ἀπήλλαξε τόν κατηγορούμενον διά φόνον τοῦ θετοῦ πατρός του, κρίνον ὅτι ἐνήργησεν ἐν ἀμύνῃ. bbox=[313, 526, 608, 560]
body-text: Τήν 9.30 μ.μ. χθές ἐξερράγη πυρκαϊά εἰς τήν οἰκίαν τοῦ Π. Μπάρτα ἐπί τῆς ὁδοῦ Ἀντωνίου. Ἡ πυροσβεστική ὑπηρεσία ἐπελθοῦσα ἐγκαίρως κατέσβεσε ταύτην. bbox=[14, 345, 299, 378]
column-rule bbox=[951, 835, 1245, 836]
article bbox=[951, 89, 1245, 162]
headline: Ο ΑΛΕΞΙΟΣ ΜΕΤΑΒΑΙΝΕΙ ΕΙΣ ΤΟ ΛΟΝΔΙΝΟΝ ΜΕΣΩ ΓΕΝΕΥΗΣ bbox=[1264, 1330, 1548, 1361]
dateline: ΑΘΗΝΑΙ, 22.— bbox=[24, 510, 100, 520]
headline: ΡΩΣΣΟΙ ΣΥΝΕΛΑΒΟΝ ΙΑΠΩΝΙΚΟΝ ΑΛΙΕΥΤΙΚΟΝ bbox=[987, 1034, 1207, 1065]
body-text: Ἐν μέσῳ γενικοῦ ἐνθουσιασμοῦ οἱ κάτοικοι τῶν Γρεβενῶν ἑώρτασαν τήν ἀπόφασιν διά τήν ἵδρυσιν τοῦ νέου νομοῦ. bbox=[950, 291, 1245, 324]
dateline: Τό βελτίον πυρρόν τῆς 22ας Σεπτεμβρίου bbox=[24, 1122, 299, 1133]
article-body bbox=[621, 211, 935, 245]
column-1 bbox=[10, 10, 303, 2309]
column-rule bbox=[1259, 338, 1554, 340]
dateline: ΑΘΗΝΑΙ, 22.— bbox=[322, 362, 400, 372]
dateline: ΙΩΑΝΝΙΝΑ, 22.— bbox=[959, 803, 1046, 814]
article bbox=[313, 12, 607, 79]
body-text: Δύο Ἰάπωνες ἐπιστήμονες ἀνεκοίνωσαν τήν ἀνακάλυψιν νέας μεθόδου διά τήν ἔγκαιρον διάγνωσιν τῶν ὄγκων. bbox=[621, 444, 936, 467]
article bbox=[621, 477, 935, 575]
